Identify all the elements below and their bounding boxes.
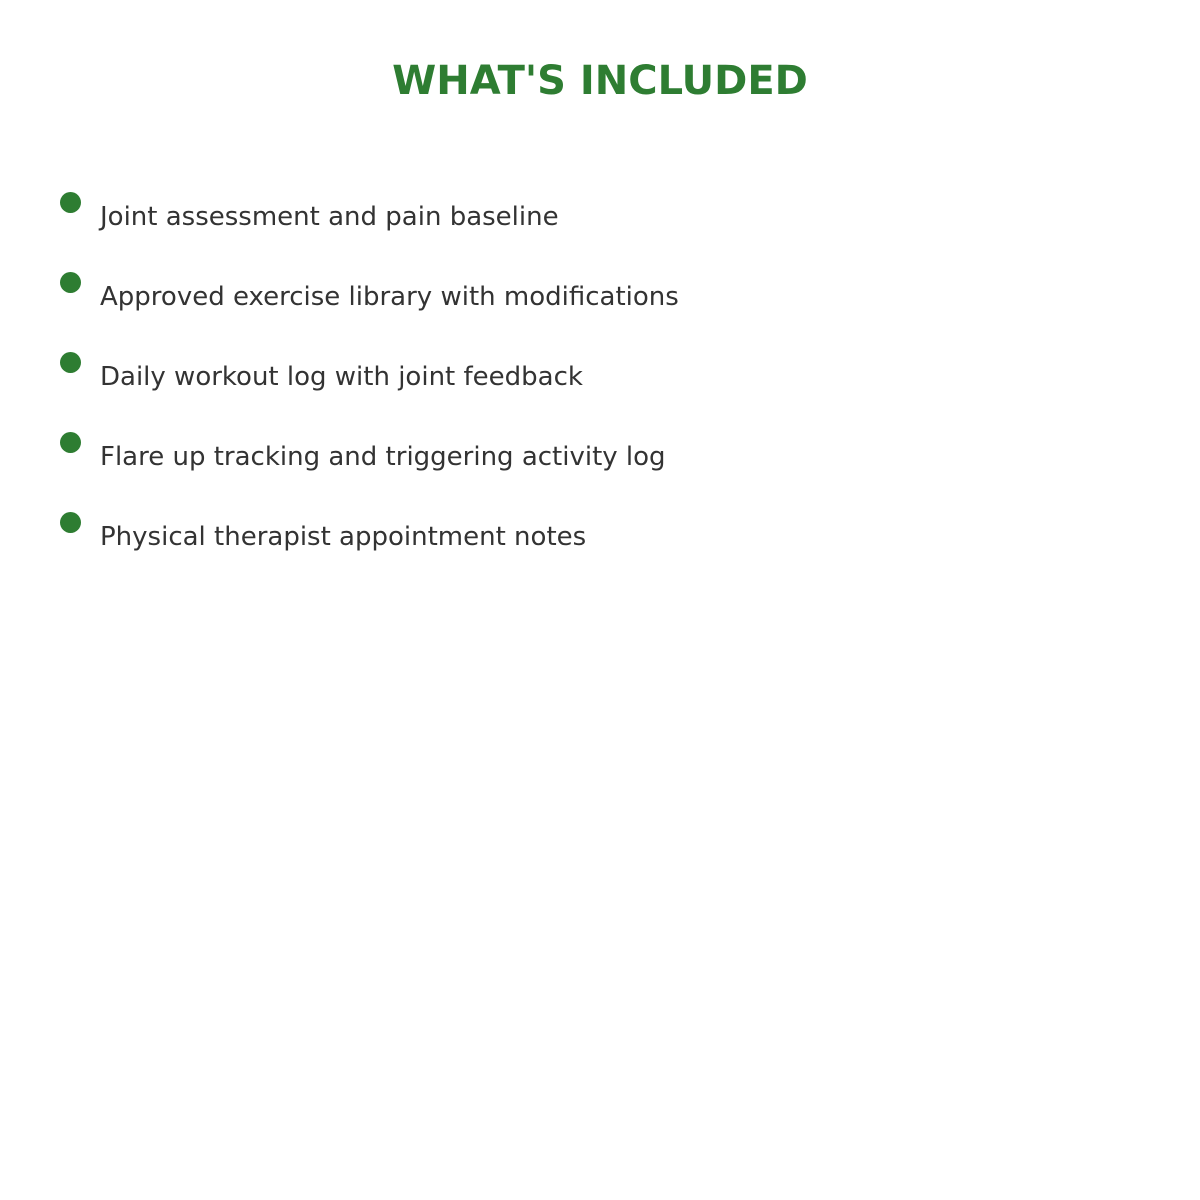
feature-label: Flare up tracking and triggering activity log	[100, 442, 666, 472]
bullet-icon	[60, 512, 81, 533]
feature-label: Daily workout log with joint feedback	[100, 362, 583, 392]
feature-label: Joint assessment and pain baseline	[100, 202, 559, 232]
bullet-icon	[60, 272, 81, 293]
list-item	[0, 180, 1200, 260]
feature-label: Approved exercise library with modifications	[100, 282, 679, 312]
list-item	[0, 500, 1200, 580]
bullet-icon	[60, 352, 81, 373]
feature-label: Physical therapist appointment notes	[100, 522, 587, 552]
bullet-icon	[60, 432, 81, 453]
feature-list	[0, 180, 1200, 580]
list-item	[0, 420, 1200, 500]
bullet-icon	[60, 192, 81, 213]
list-item	[0, 340, 1200, 420]
list-item	[0, 260, 1200, 340]
page-title: WHAT'S INCLUDED	[392, 58, 808, 104]
